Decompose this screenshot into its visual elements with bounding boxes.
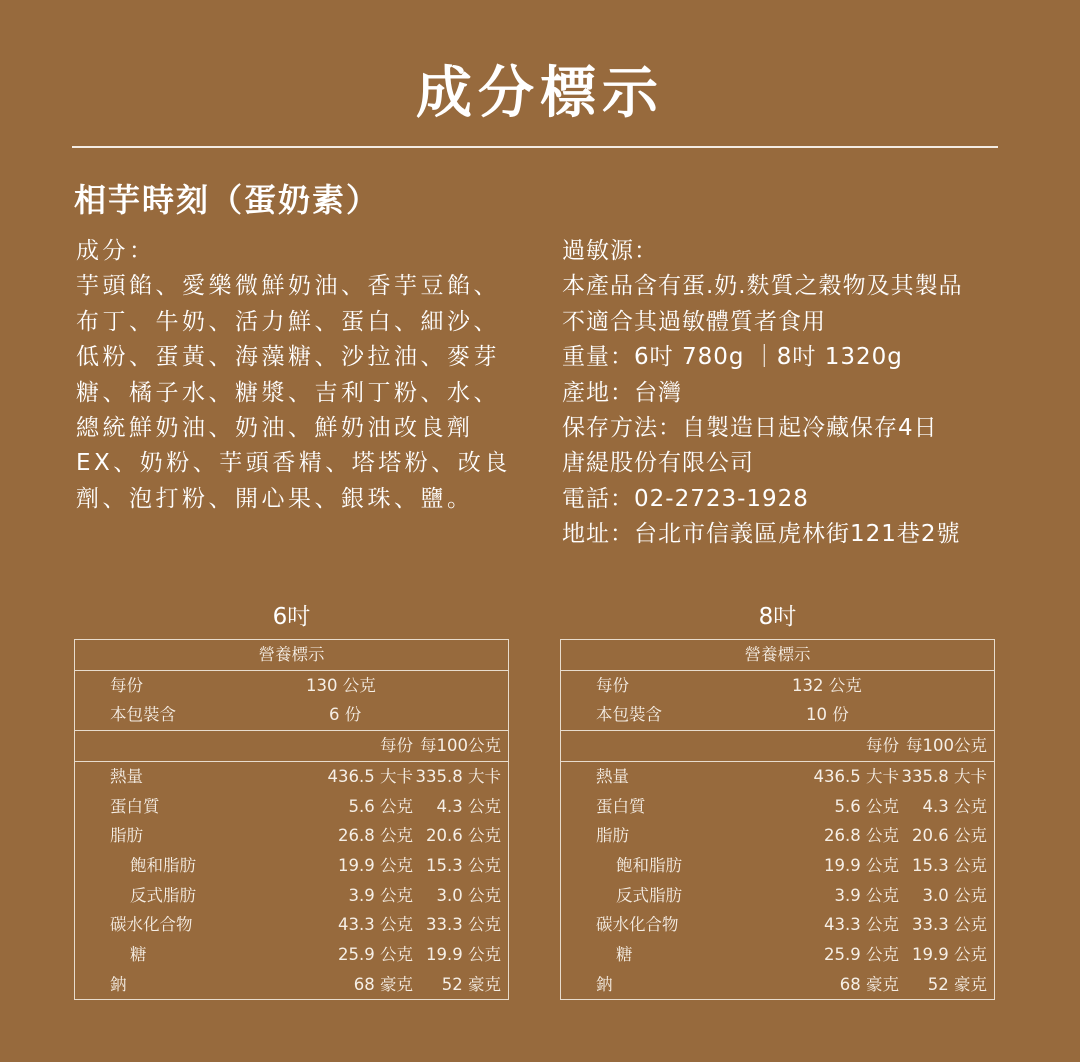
nutrient-name: 蛋白質: [596, 796, 646, 816]
per-serving-value: 436.5 大卡: [296, 761, 413, 791]
nutrient-name: 糖: [616, 945, 633, 965]
per-100g-value: 4.3 公克: [436, 796, 501, 816]
page-title: 成分標示: [416, 61, 664, 126]
per-serving-value: 19.9 公克: [338, 855, 413, 875]
per-serving-value: 3.9 公克: [834, 885, 899, 905]
serving-value-text: 130 公克: [306, 675, 376, 695]
nutrient-name: 反式脂肪: [130, 885, 196, 905]
ingredients-line: 芋頭餡、愛樂微鮮奶油、香芋豆餡、: [76, 273, 500, 300]
ingredients-line: 總統鮮奶油、奶油、鮮奶油改良劑: [76, 415, 474, 442]
pack-value-text: 6 份: [329, 705, 362, 725]
per-100g-value: 15.3 公克: [426, 855, 501, 875]
nutrition-header: 營養標示: [258, 645, 325, 664]
per-serving-value: 5.6 公克: [348, 796, 413, 816]
per-100g-value: 3.0 公克: [436, 885, 501, 905]
per-100g-value: 19.9 公克: [426, 945, 501, 965]
empty-cell: [899, 700, 995, 730]
per-100g-value: 33.3 公克: [426, 915, 501, 935]
pack-value-text: 10 份: [806, 705, 849, 725]
ingredients-line: 劑、泡打粉、開心果、銀珠、鹽。: [76, 485, 474, 512]
col-per-serving: 每份: [782, 731, 899, 762]
per-serving-value: 25.9 公克: [824, 945, 899, 965]
nutrient-name: 鈉: [596, 974, 613, 994]
ingredients-line: 布丁、牛奶、活力鮮、蛋白、細沙、: [76, 308, 500, 335]
serving-value: [782, 670, 899, 700]
per-serving-value: 26.8 公克: [824, 826, 899, 846]
address-info: 地址：台北市信義區虎林街121巷2號: [562, 521, 961, 548]
col-per-100g: 每100公克: [413, 731, 509, 762]
per-100g-value: 20.6 公克: [426, 826, 501, 846]
per-serving-value: 43.3 公克: [824, 915, 899, 935]
per-serving-value: 26.8 公克: [338, 826, 413, 846]
nutrient-name: 飽和脂肪: [130, 855, 196, 875]
size-label-8: 8吋: [758, 604, 797, 630]
pack-label: 本包裝含: [596, 705, 662, 725]
ingredients-section: [76, 234, 516, 517]
title-divider: [72, 146, 998, 148]
pack-value: [782, 700, 899, 730]
per-serving-value: 5.6 公克: [834, 796, 899, 816]
nutrient-name: 碳水化合物: [596, 915, 679, 935]
per-100g-value: 3.0 公克: [922, 885, 987, 905]
ingredients-line: 糖、橘子水、糖漿、吉利丁粉、水、: [76, 379, 500, 406]
size-label-6: 6吋: [272, 604, 311, 630]
nutrient-name: 碳水化合物: [110, 915, 193, 935]
per-100g-value: 20.6 公克: [912, 826, 987, 846]
pack-label: 本包裝含: [110, 705, 176, 725]
nutrient-name: 脂肪: [596, 826, 629, 846]
storage-info: 保存方法：自製造日起冷藏保存4日: [562, 415, 938, 442]
nutrient-name: 反式脂肪: [616, 885, 682, 905]
nutrient-name: 熱量: [561, 761, 783, 791]
nutrient-name: 熱量: [75, 761, 297, 791]
nutrient-name: 飽和脂肪: [616, 855, 682, 875]
serving-value: [296, 670, 413, 700]
allergen-note: 不適合其過敏體質者食用: [562, 308, 826, 335]
serving-value-text: 132 公克: [792, 675, 862, 695]
per-serving-value: 68 豪克: [353, 974, 413, 994]
per-100g-value: 52 豪克: [927, 974, 987, 994]
nutrient-name: 脂肪: [110, 826, 143, 846]
product-name: 相芋時刻（蛋奶素）: [74, 181, 381, 219]
per-100g-value: 19.9 公克: [912, 945, 987, 965]
nutrition-table-6: [74, 639, 509, 1000]
weight-info: 重量：6吋 780g ｜8吋 1320g: [562, 344, 903, 371]
per-100g-value: 52 豪克: [441, 974, 501, 994]
empty-cell: [413, 700, 509, 730]
per-serving-value: 43.3 公克: [338, 915, 413, 935]
empty-cell: [413, 670, 509, 700]
serving-label: 每份: [75, 670, 297, 700]
empty-cell: [75, 731, 297, 762]
nutrition-table-8: [560, 639, 995, 1000]
per-100g-value: 15.3 公克: [912, 855, 987, 875]
per-100g-value: 33.3 公克: [912, 915, 987, 935]
ingredients-label: 成分：: [76, 238, 156, 264]
nutrient-name: 糖: [130, 945, 147, 965]
per-serving-value: 68 豪克: [839, 974, 899, 994]
nutrition-header: 營養標示: [744, 645, 811, 664]
allergen-line: 本產品含有蛋.奶.麩質之穀物及其製品: [562, 273, 963, 300]
col-per-serving: 每份: [296, 731, 413, 762]
empty-cell: [561, 731, 783, 762]
origin-info: 產地：台灣: [562, 379, 682, 406]
nutrient-name: 蛋白質: [110, 796, 160, 816]
col-per-100g: 每100公克: [899, 731, 995, 762]
per-serving-value: 3.9 公克: [348, 885, 413, 905]
per-100g-value: 4.3 公克: [922, 796, 987, 816]
per-100g-value: 335.8 大卡: [413, 761, 509, 791]
empty-cell: [899, 670, 995, 700]
per-100g-value: 335.8 大卡: [899, 761, 995, 791]
ingredients-line: 低粉、蛋黃、海藻糖、沙拉油、麥芽: [76, 344, 500, 371]
company-name: 唐緹股份有限公司: [562, 450, 754, 477]
nutrient-name: 鈉: [110, 974, 127, 994]
per-serving-value: 19.9 公克: [824, 855, 899, 875]
pack-value: [296, 700, 413, 730]
phone-info: 電話：02-2723-1928: [562, 485, 809, 512]
serving-label: 每份: [561, 670, 783, 700]
allergen-label: 過敏源：: [562, 238, 658, 264]
per-serving-value: 436.5 大卡: [782, 761, 899, 791]
per-serving-value: 25.9 公克: [338, 945, 413, 965]
ingredients-line: EX、奶粉、芋頭香精、塔塔粉、改良: [76, 450, 511, 477]
info-section: [562, 234, 1022, 553]
